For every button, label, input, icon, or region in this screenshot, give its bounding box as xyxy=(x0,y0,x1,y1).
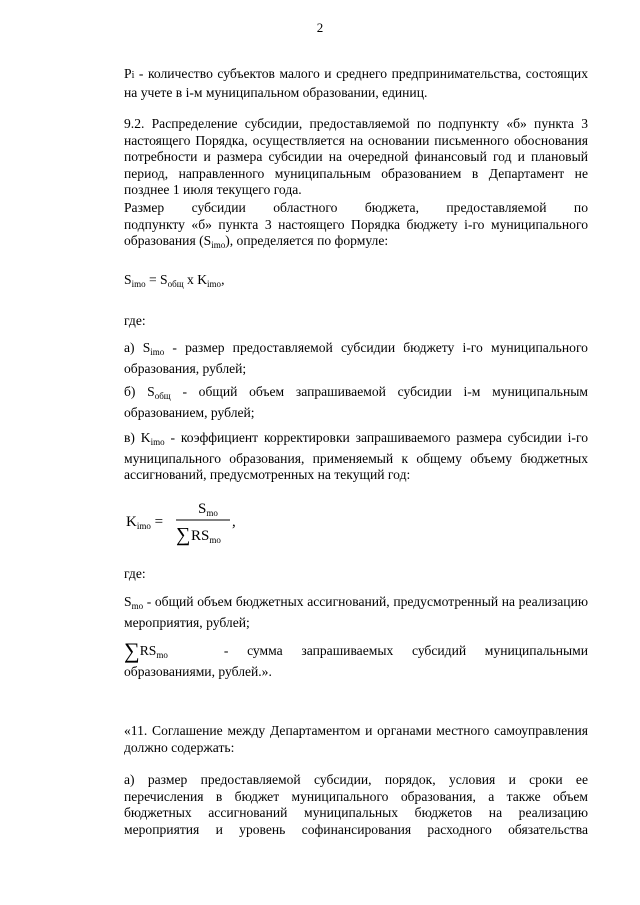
page-number: 2 xyxy=(316,20,324,35)
definition-c: в) $K_{imo}$ - коэффициент корректировки запрашиваемого размера субсидии i-го муниципального образования, применяемый к общему объему бюджетных ассигнований, предусмотренных на текущий год: xyxy=(124,430,588,482)
formula-kimo-svg xyxy=(124,497,284,547)
section-11: «11. Соглашение между Департаментом и органами местного самоуправления должно содержать: xyxy=(124,723,588,755)
p-i-definition xyxy=(124,66,588,101)
section-9-2: 9.2. Распределение субсидии, предоставляемой по подпункту «б» пункта 3 настоящего Порядка, осуществляется на основании письменного обоснования потребности и размера субсидии на очередной финансовый год и плановый период, направленного муниципальным образованием в Департамент не позднее 1 июля текущего года. xyxy=(124,116,588,197)
definition-a: а) $S_{imo}$ - размер предоставляемой субсидии бюджету i-го муниципального образования, рублей; xyxy=(124,340,588,376)
formula-simo: $S_{imo} = S_{общ}$ x $K_{imo}$, xyxy=(124,272,225,289)
kimo-denominator: $RS_{mo}$ xyxy=(191,528,221,545)
definition-smo: $S_{mo}$ - общий объем бюджетных ассигнований, предусмотренный на реализацию мероприятия, рублей; xyxy=(124,594,588,630)
where-label-1: где: xyxy=(124,313,146,328)
definition-b: б) $S_{общ}$ - общий объем запрашиваемой субсидии i-м муниципальным образованием, рублей; xyxy=(124,384,588,420)
definition-sum: $\sum RS_{mo}$ - сумма запрашиваемых субсидий муниципальными образованиями, рублей.». xyxy=(124,638,588,679)
kimo-numerator: $S_{mo}$ xyxy=(198,501,218,518)
where-label-2: где: xyxy=(124,566,146,581)
section-11-item-a: а) размер предоставляемой субсидии, порядок, условия и сроки ее перечисления в бюджет муниципального образования, а также объем бюджетных ассигнований муниципальных бюджетов на реализацию мероприятия и уровень софинансирования расходного обязательства xyxy=(124,772,588,837)
p-i-text: Pi - количество субъектов малого и среднего предпринимательства, состоящих на учете в i-м муниципальном образовании, единиц. xyxy=(124,66,588,100)
formula-kimo xyxy=(124,497,284,547)
sum-sign: ∑ xyxy=(176,524,191,546)
kimo-lhs: $K_{imo}$ = xyxy=(126,514,164,531)
size-intro: Размер субсидии областного бюджета, предоставляемой по подпункту «б» пункта 3 настоящего Порядка бюджету i-го муниципального образования $(S_{imo})$, определяется по формуле: xyxy=(124,200,588,250)
formula-comma: , xyxy=(232,514,236,530)
